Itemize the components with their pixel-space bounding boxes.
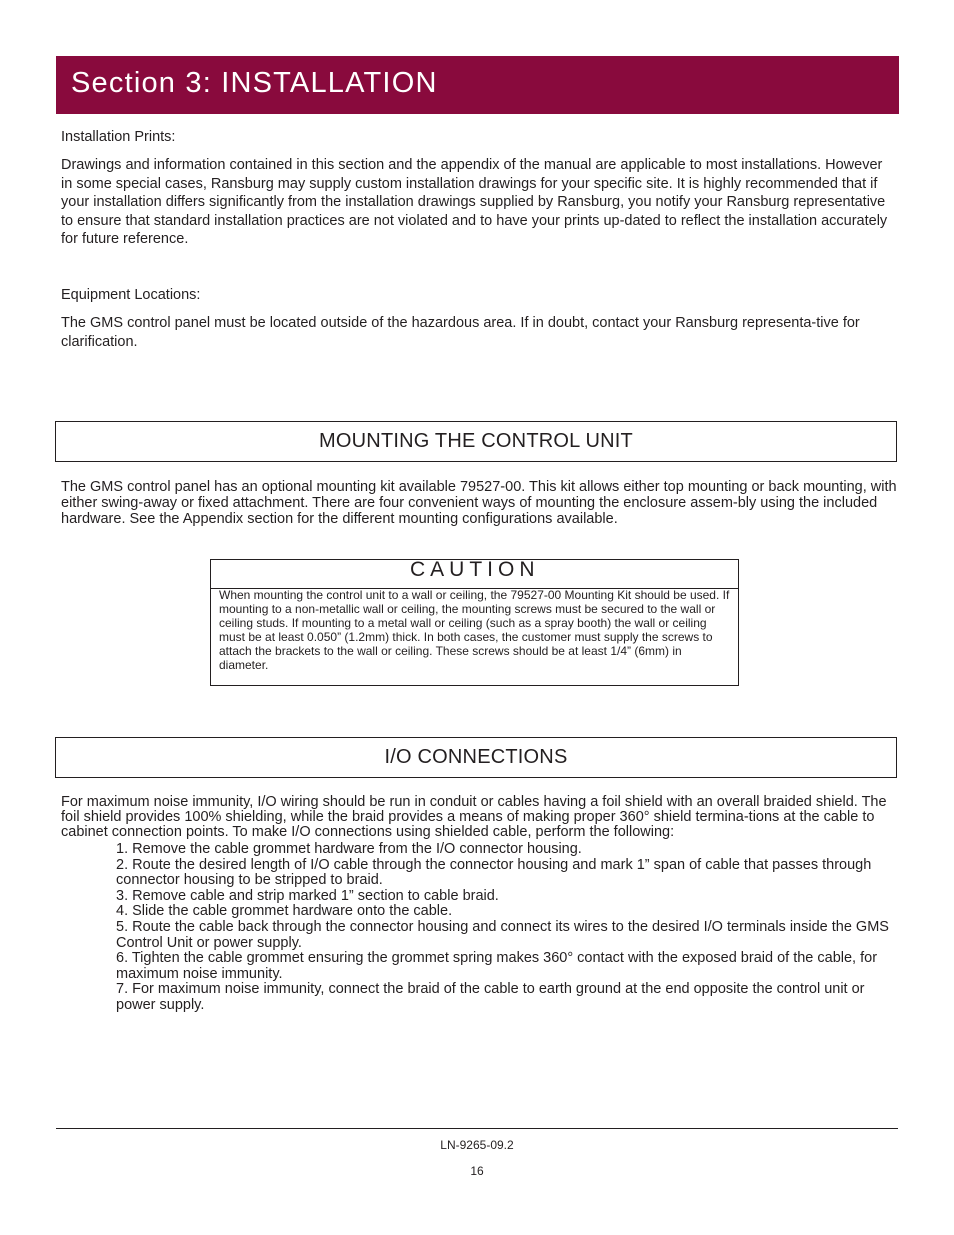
footer-divider bbox=[56, 1128, 898, 1129]
mounting-section-box bbox=[55, 421, 897, 462]
io-steps-list bbox=[116, 842, 896, 1014]
caution-title: CAUTION bbox=[410, 558, 540, 581]
io-intro-paragraph: For maximum noise immunity, I/O wiring should be run in conduit or cables having a foil shield with an overall braided shield. The foil shield provides 100% shielding, while the braid provides a means of making proper 360° shield termina-tions at the cable to cabinet connection points. To make I/O connections using shielded cable, perform the following: bbox=[61, 794, 887, 841]
equipment-locations-label: Equipment Locations: bbox=[61, 287, 201, 303]
caution-box bbox=[210, 559, 739, 686]
io-step: 3. Remove cable and strip marked 1” section to cable braid. bbox=[116, 887, 499, 904]
caution-header bbox=[211, 560, 738, 589]
io-step: 5. Route the cable back through the connector housing and connect its wires to the desired I/O terminals inside the GMS Control Unit or power supply. bbox=[116, 918, 889, 951]
io-section-box bbox=[55, 737, 897, 778]
installation-prints-paragraph: Drawings and information contained in this section and the appendix of the manual are applicable to most installations. However in some special cases, Ransburg may supply custom installation drawings for your specific site. It is highly recommended that if your installation differs significantly from the installation drawings supplied by Ransburg, you notify your Ransburg representative to ensure that standard installation practices are not violated and to have your prints up-dated to reflect the installation accurately for future reference. bbox=[61, 157, 888, 247]
io-step: 1. Remove the cable grommet hardware from the I/O connector housing. bbox=[116, 841, 582, 857]
installation-prints-label: Installation Prints: bbox=[61, 129, 176, 145]
io-step: 6. Tighten the cable grommet ensuring the grommet spring makes 360° contact with the exposed braid of the cable, for maximum noise immunity. bbox=[116, 950, 878, 982]
io-step: 2. Route the desired length of I/O cable through the connector housing and mark 1” span of cable that passes through connector housing to be stripped to braid. bbox=[116, 856, 872, 889]
io-section-title: I/O CONNECTIONS bbox=[384, 746, 568, 768]
footer-page-number: 16 bbox=[470, 1164, 484, 1178]
footer-doc-number: LN-9265-09.2 bbox=[440, 1138, 514, 1152]
equipment-locations-paragraph: The GMS control panel must be located outside of the hazardous area. If in doubt, contact your Ransburg representa-tive for clarification. bbox=[61, 315, 860, 350]
io-step: 4. Slide the cable grommet hardware onto the cable. bbox=[116, 903, 453, 920]
section-header-bar bbox=[56, 56, 899, 114]
io-step: 7. For maximum noise immunity, connect the braid of the cable to earth ground at the end opposite the control unit or power supply. bbox=[116, 981, 865, 1013]
mounting-paragraph: The GMS control panel has an optional mounting kit available 79527-00. This kit allows either top mounting or back mounting, with either swing-away or fixed attachment. There are four convenient ways of mounting the enclosure assem-bly using the included hardware. See the Appendix section for the different mounting configurations available. bbox=[61, 479, 897, 527]
mounting-section-title: MOUNTING THE CONTROL UNIT bbox=[319, 430, 633, 452]
caution-text: When mounting the control unit to a wall or ceiling, the 79527-00 Mounting Kit should be used. If mounting to a non-metallic wall or ceiling, the mounting screws must be secured to the wall or ceiling studs. If mounting to a metal wall or ceiling (such as a spray booth) the wall or ceiling must be at least 0.050” (1.2mm) thick. In both cases, the customer must supply the screws to attach the brackets to the wall or ceiling. These screws should be at least 1/4” (6mm) in diameter. bbox=[219, 588, 730, 672]
section-title: Section 3: INSTALLATION bbox=[71, 67, 438, 99]
